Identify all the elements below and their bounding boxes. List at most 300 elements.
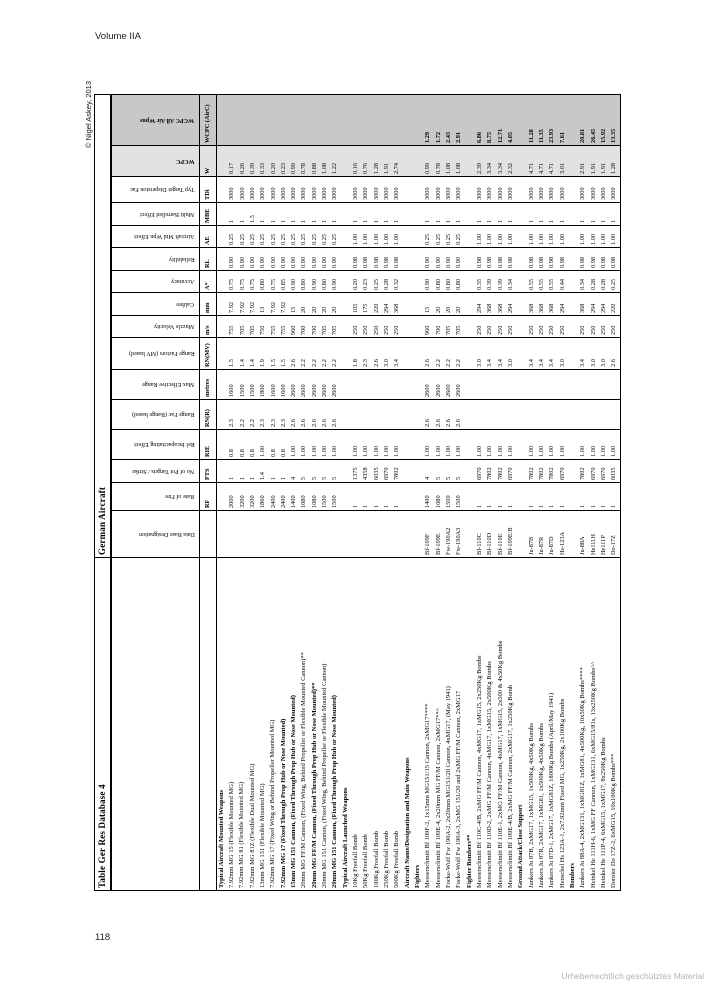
weapon-name-cell: Messerschmitt Bf 109E-4, 2x20mm MG FF/M Cannon, 2xMG17**^ bbox=[434, 558, 444, 891]
cell-rie: 1.00 bbox=[331, 430, 341, 460]
cell-ae: 1.00 bbox=[589, 226, 599, 248]
column-abbr-tdi: TDi bbox=[200, 177, 217, 203]
cell-acc: 0.80 bbox=[300, 271, 310, 293]
page-number: 118 bbox=[95, 932, 111, 943]
cell-dbd bbox=[403, 511, 413, 558]
cell-rie: 1.00 bbox=[393, 430, 403, 460]
cell-rl: 0.98 bbox=[486, 248, 496, 271]
cell-mm: 7.92 bbox=[269, 293, 279, 316]
cell-ms: 250 bbox=[372, 316, 382, 338]
cell-metres bbox=[382, 370, 392, 400]
weapon-name-cell: 100Kg Freefall Bomb bbox=[372, 558, 382, 891]
column-label-mbe bbox=[111, 203, 200, 226]
cell-acc bbox=[517, 271, 527, 293]
cell-rnr bbox=[517, 400, 527, 430]
cell-metres: 2600 bbox=[300, 370, 310, 400]
cell-rnmv: 3.0 bbox=[589, 338, 599, 370]
cell-ae bbox=[341, 226, 351, 248]
column-label-ae bbox=[111, 226, 200, 248]
cell-rie: 1.00 bbox=[372, 430, 382, 460]
cell-pts: 5 bbox=[434, 460, 444, 483]
cell-pts: 7802 bbox=[537, 460, 547, 483]
cell-mm bbox=[568, 293, 578, 316]
cell-rnmv bbox=[465, 338, 475, 370]
cell-acc: 0.44 bbox=[558, 271, 568, 293]
cell-ae bbox=[403, 226, 413, 248]
cell-rf: 1 bbox=[527, 483, 537, 511]
cell-ae: 1.00 bbox=[382, 226, 392, 248]
cell-ae: 1.00 bbox=[527, 226, 537, 248]
cell-dbd: Fw-190A2 bbox=[444, 511, 454, 558]
cell-wcpc_airc: 4.05 bbox=[506, 94, 516, 145]
table-row bbox=[372, 94, 382, 890]
cell-pts bbox=[341, 460, 351, 483]
cell-metres bbox=[537, 370, 547, 400]
cell-w: 0.88 bbox=[310, 146, 320, 177]
cell-rnmv: 3.4 bbox=[496, 338, 506, 370]
cell-ms: 250 bbox=[382, 316, 392, 338]
cell-ms: 250 bbox=[609, 316, 620, 338]
table-row bbox=[486, 94, 496, 890]
copyright-notice: © Nigel Askey, 2013 bbox=[84, 81, 93, 149]
cell-tdi: 3000 bbox=[331, 177, 341, 203]
column-abbr-w: W bbox=[200, 146, 217, 177]
column-abbr-pts: PTS bbox=[200, 460, 217, 483]
cell-w: 0.99 bbox=[289, 146, 299, 177]
cell-ae: 1.00 bbox=[351, 226, 361, 248]
cell-dbd: Bf-109E/B bbox=[506, 511, 516, 558]
cell-metres bbox=[351, 370, 361, 400]
cell-dbd bbox=[227, 511, 237, 558]
cell-tdi: 3000 bbox=[558, 177, 568, 203]
cell-rl bbox=[465, 248, 475, 271]
column-abbr-weapon bbox=[200, 558, 217, 891]
cell-mbe: 1 bbox=[455, 203, 465, 226]
cell-metres: 2600 bbox=[289, 370, 299, 400]
cell-dbd: Ju-87D bbox=[548, 511, 558, 558]
weapon-name-cell: 20mm MG 151 Cannon, (Fixed Through Prop Hub or Nose Mounted) bbox=[331, 558, 341, 891]
cell-rf: 1 bbox=[578, 483, 588, 511]
cell-rnmv: 3.0 bbox=[475, 338, 485, 370]
cell-tdi bbox=[217, 177, 228, 203]
cell-ae: 1.00 bbox=[506, 226, 516, 248]
cell-rnmv: 1.5 bbox=[227, 338, 237, 370]
cell-acc: 0.20 bbox=[351, 271, 361, 293]
cell-metres bbox=[413, 370, 423, 400]
cell-rf: 1 bbox=[558, 483, 568, 511]
cell-dbd bbox=[289, 511, 299, 558]
cell-rl: 0.90 bbox=[455, 248, 465, 271]
cell-wcpc_airc bbox=[320, 94, 330, 145]
table-row bbox=[279, 94, 289, 890]
cell-ae: 1.00 bbox=[578, 226, 588, 248]
cell-rnmv: 2.6 bbox=[609, 338, 620, 370]
cell-rnmv: 3.4 bbox=[578, 338, 588, 370]
cell-ae: 0.25 bbox=[227, 226, 237, 248]
cell-rf: 1 bbox=[475, 483, 485, 511]
cell-wcpc_airc: 2.43 bbox=[444, 94, 454, 145]
group-header-cell: Fighters bbox=[413, 558, 423, 891]
cell-rie: 1.00 bbox=[496, 430, 506, 460]
table-head bbox=[95, 94, 217, 890]
cell-tdi: 3000 bbox=[372, 177, 382, 203]
cell-tdi: 3000 bbox=[496, 177, 506, 203]
table-row bbox=[238, 94, 248, 890]
cell-metres bbox=[372, 370, 382, 400]
cell-rnr bbox=[465, 400, 475, 430]
cell-tdi: 3000 bbox=[227, 177, 237, 203]
column-label-text: Muzzle Velocity bbox=[154, 323, 195, 330]
cell-w: 2.39 bbox=[475, 146, 485, 177]
cell-rl: 0.98 bbox=[475, 248, 485, 271]
cell-rf: 1500 bbox=[455, 483, 465, 511]
table-row bbox=[310, 94, 320, 890]
cell-ae: 0.25 bbox=[279, 226, 289, 248]
cell-pts bbox=[517, 460, 527, 483]
cell-dbd bbox=[320, 511, 330, 558]
cell-wcpc_airc: 6.86 bbox=[475, 94, 485, 145]
group-header-cell: Typical Aircraft Mounted Weapons bbox=[217, 558, 228, 891]
column-abbr-mm: mm bbox=[200, 293, 217, 316]
cell-ae: 0.25 bbox=[310, 226, 320, 248]
cell-rnmv bbox=[413, 338, 423, 370]
weapon-name-cell: 20mm MG 151 Cannon, (Fixed Wing, Behind Propeller or Flexible Mounted Cannon) bbox=[320, 558, 330, 891]
cell-dbd bbox=[310, 511, 320, 558]
cell-mbe: 1 bbox=[393, 203, 403, 226]
column-label-text: Data Base Designation bbox=[138, 530, 195, 537]
column-label-dbd bbox=[111, 511, 200, 558]
cell-wcpc_airc: 1.29 bbox=[424, 94, 434, 145]
cell-wcpc_airc: 11.35 bbox=[537, 94, 547, 145]
cell-tdi: 3000 bbox=[351, 177, 361, 203]
cell-acc: 0.28 bbox=[599, 271, 609, 293]
cell-rnr bbox=[578, 400, 588, 430]
cell-mm: 368 bbox=[578, 293, 588, 316]
cell-ms: 960 bbox=[424, 316, 434, 338]
cell-ae: 0.25 bbox=[289, 226, 299, 248]
cell-w: 1.08 bbox=[455, 146, 465, 177]
cell-rf: 1080 bbox=[300, 483, 310, 511]
cell-pts: 4358 bbox=[362, 460, 372, 483]
cell-rie: 1.00 bbox=[548, 430, 558, 460]
cell-dbd bbox=[372, 511, 382, 558]
cell-w: 1.08 bbox=[320, 146, 330, 177]
column-label-text: Reliability bbox=[168, 255, 195, 262]
cell-rnr bbox=[341, 400, 351, 430]
cell-mbe: 1 bbox=[320, 203, 330, 226]
cell-pts: 6970 bbox=[599, 460, 609, 483]
cell-mbe: 1 bbox=[258, 203, 268, 226]
cell-acc: 0.39 bbox=[486, 271, 496, 293]
cell-acc: 0.35 bbox=[475, 271, 485, 293]
cell-w: 1.08 bbox=[444, 146, 454, 177]
cell-pts: 6970 bbox=[589, 460, 599, 483]
cell-pts: 7802 bbox=[486, 460, 496, 483]
cell-rnr: 2.6 bbox=[310, 400, 320, 430]
cell-rnmv: 2.2 bbox=[434, 338, 444, 370]
table-row bbox=[496, 94, 506, 890]
cell-ae bbox=[465, 226, 475, 248]
cell-ms bbox=[217, 316, 228, 338]
cell-rnmv: 2.6 bbox=[372, 338, 382, 370]
cell-rf: 1 bbox=[351, 483, 361, 511]
cell-rl: 0.98 bbox=[599, 248, 609, 271]
column-label-text: Accuracy bbox=[171, 278, 195, 285]
cell-rie: 1.00 bbox=[289, 430, 299, 460]
cell-w: 1.91 bbox=[589, 146, 599, 177]
cell-dbd bbox=[269, 511, 279, 558]
cell-ae: 0.25 bbox=[444, 226, 454, 248]
column-abbr-rie: RIE bbox=[200, 430, 217, 460]
cell-ae: 0.25 bbox=[248, 226, 258, 248]
cell-rie: 1.00 bbox=[434, 430, 444, 460]
cell-rf: 1 bbox=[393, 483, 403, 511]
cell-tdi: 3000 bbox=[444, 177, 454, 203]
cell-rl: 0.98 bbox=[589, 248, 599, 271]
cell-rnr bbox=[589, 400, 599, 430]
cell-tdi: 3000 bbox=[382, 177, 392, 203]
cell-wcpc_airc bbox=[403, 94, 413, 145]
cell-dbd: Ju-87R bbox=[537, 511, 547, 558]
cell-rl: 0.90 bbox=[248, 248, 258, 271]
cell-dbd bbox=[300, 511, 310, 558]
cell-acc: 0.85 bbox=[279, 271, 289, 293]
cell-pts: 4 bbox=[289, 460, 299, 483]
table-row bbox=[424, 94, 434, 890]
cell-rf: 1 bbox=[589, 483, 599, 511]
cell-mm: 368 bbox=[527, 293, 537, 316]
cell-dbd: Do-17Z bbox=[609, 511, 620, 558]
cell-rl: 0.98 bbox=[393, 248, 403, 271]
column-abbr-ae: AE bbox=[200, 226, 217, 248]
cell-dbd bbox=[382, 511, 392, 558]
cell-rl: 0.90 bbox=[269, 248, 279, 271]
cell-rf: 3200 bbox=[238, 483, 248, 511]
cell-metres bbox=[486, 370, 496, 400]
cell-rf: 1080 bbox=[434, 483, 444, 511]
cell-metres: 2600 bbox=[320, 370, 330, 400]
cell-ms: 250 bbox=[537, 316, 547, 338]
cell-pts: 5 bbox=[455, 460, 465, 483]
cell-rf: 1400 bbox=[424, 483, 434, 511]
cell-metres bbox=[548, 370, 558, 400]
cell-w: 0.78 bbox=[434, 146, 444, 177]
cell-dbd bbox=[331, 511, 341, 558]
cell-mm: 7.92 bbox=[279, 293, 289, 316]
cell-wcpc_airc bbox=[372, 94, 382, 145]
cell-rf bbox=[465, 483, 475, 511]
cell-pts: 1375 bbox=[351, 460, 361, 483]
cell-wcpc_airc bbox=[413, 94, 423, 145]
table-row bbox=[578, 94, 588, 890]
cell-rnmv: 2.2 bbox=[331, 338, 341, 370]
cell-metres: 2600 bbox=[444, 370, 454, 400]
cell-mbe: 1 bbox=[424, 203, 434, 226]
cell-pts: 6035 bbox=[372, 460, 382, 483]
cell-pts bbox=[413, 460, 423, 483]
group-header-row bbox=[341, 94, 351, 890]
cell-pts bbox=[403, 460, 413, 483]
weapon-name-cell: Messerschmitt Bf 109F-2, 1x15mm MG151/15 Cannon, 2xMG17**** bbox=[424, 558, 434, 891]
cell-w: 3.34 bbox=[486, 146, 496, 177]
cell-mbe: 1 bbox=[548, 203, 558, 226]
cell-rie bbox=[217, 430, 228, 460]
cell-rl: 0.90 bbox=[227, 248, 237, 271]
cell-acc: 0.23 bbox=[362, 271, 372, 293]
cell-dbd: Ju-87B bbox=[527, 511, 537, 558]
cell-rl: 0.90 bbox=[258, 248, 268, 271]
column-label-text: Rate of Fire bbox=[165, 493, 195, 500]
cell-pts: 1 bbox=[238, 460, 248, 483]
cell-ms bbox=[568, 316, 578, 338]
cell-pts: 7802 bbox=[527, 460, 537, 483]
cell-rnr bbox=[599, 400, 609, 430]
cell-ms bbox=[465, 316, 475, 338]
cell-ms: 960 bbox=[289, 316, 299, 338]
cell-rnr bbox=[496, 400, 506, 430]
cell-mm: 20 bbox=[310, 293, 320, 316]
cell-mm: 294 bbox=[475, 293, 485, 316]
cell-rnmv: 2.6 bbox=[424, 338, 434, 370]
cell-rl: 0.98 bbox=[372, 248, 382, 271]
cell-acc: 0.34 bbox=[578, 271, 588, 293]
cell-mbe: 1.5 bbox=[248, 203, 258, 226]
group-header-row bbox=[403, 94, 413, 890]
cell-rnmv: 1.5 bbox=[279, 338, 289, 370]
cell-rnmv: 2.2 bbox=[300, 338, 310, 370]
cell-wcpc_airc bbox=[341, 94, 351, 145]
cell-dbd: He111H bbox=[589, 511, 599, 558]
weapon-name-cell: 250Kg Freefall Bomb bbox=[382, 558, 392, 891]
cell-w: 2.91 bbox=[578, 146, 588, 177]
cell-rf: 1500 bbox=[320, 483, 330, 511]
cell-mm: 294 bbox=[558, 293, 568, 316]
cell-ae: 1.00 bbox=[393, 226, 403, 248]
cell-dbd: Bf-110E bbox=[496, 511, 506, 558]
cell-mbe: 1 bbox=[227, 203, 237, 226]
group-header-cell: Bombers bbox=[568, 558, 578, 891]
cell-rnmv: 2.6 bbox=[289, 338, 299, 370]
cell-rnr: 2.6 bbox=[320, 400, 330, 430]
cell-metres: 1800 bbox=[258, 370, 268, 400]
column-abbr-rnr: RN(R) bbox=[200, 400, 217, 430]
cell-rnmv bbox=[568, 338, 578, 370]
cell-rie bbox=[413, 430, 423, 460]
cell-acc: 0.25 bbox=[372, 271, 382, 293]
cell-ae: 0.25 bbox=[331, 226, 341, 248]
cell-acc: 0.75 bbox=[269, 271, 279, 293]
weapon-name-cell: 20mm MG FF/M Cannon, (Fixed Through Prop Hub or Nose Mounted)** bbox=[310, 558, 320, 891]
cell-mm: 105 bbox=[351, 293, 361, 316]
cell-ms: 755 bbox=[279, 316, 289, 338]
cell-ms: 700 bbox=[300, 316, 310, 338]
cell-metres bbox=[393, 370, 403, 400]
table-row bbox=[227, 94, 237, 890]
cell-rf: 1500 bbox=[331, 483, 341, 511]
cell-rf: 1 bbox=[362, 483, 372, 511]
cell-acc bbox=[403, 271, 413, 293]
cell-rnr: 2.6 bbox=[455, 400, 465, 430]
cell-mbe: 1 bbox=[310, 203, 320, 226]
cell-rnr bbox=[537, 400, 547, 430]
cell-mm: 294 bbox=[506, 293, 516, 316]
cell-mbe: 1 bbox=[269, 203, 279, 226]
cell-ae: 0.25 bbox=[320, 226, 330, 248]
cell-ms: 250 bbox=[558, 316, 568, 338]
cell-rf: 2400 bbox=[279, 483, 289, 511]
weapon-name-cell: 500Kg Freefall Bomb bbox=[393, 558, 403, 891]
cell-pts: 7802 bbox=[393, 460, 403, 483]
cell-rnmv: 2.2 bbox=[444, 338, 454, 370]
cell-wcpc_airc: 1.72 bbox=[434, 94, 444, 145]
cell-rl: 0.90 bbox=[289, 248, 299, 271]
cell-ms: 750 bbox=[258, 316, 268, 338]
cell-mm bbox=[403, 293, 413, 316]
cell-metres: 1500 bbox=[238, 370, 248, 400]
cell-dbd: Fw-190A3 bbox=[455, 511, 465, 558]
cell-w: 1.28 bbox=[609, 146, 620, 177]
cell-acc: 0.80 bbox=[320, 271, 330, 293]
weapon-name-cell: Focke-Wulf Fw 190A-3, 2xMG 151/20 and 2xMG FF/M Cannon, 2xMG17 bbox=[455, 558, 465, 891]
cell-rnmv: 3.4 bbox=[548, 338, 558, 370]
cell-tdi: 3000 bbox=[455, 177, 465, 203]
cell-ae: 0.25 bbox=[258, 226, 268, 248]
cell-dbd bbox=[217, 511, 228, 558]
cell-metres: 2600 bbox=[455, 370, 465, 400]
cell-ms bbox=[341, 316, 351, 338]
cell-w bbox=[517, 146, 527, 177]
table-row bbox=[527, 94, 537, 890]
cell-rf: 1 bbox=[548, 483, 558, 511]
cell-mm: 20 bbox=[300, 293, 310, 316]
cell-rnmv bbox=[403, 338, 413, 370]
cell-ms: 250 bbox=[486, 316, 496, 338]
cell-mm: 7.92 bbox=[248, 293, 258, 316]
cell-tdi: 3000 bbox=[289, 177, 299, 203]
cell-rie: 1.00 bbox=[258, 430, 268, 460]
cell-mbe: 1 bbox=[475, 203, 485, 226]
cell-acc: 0.39 bbox=[496, 271, 506, 293]
cell-mbe: 1 bbox=[506, 203, 516, 226]
weapon-name-cell: 10Kg Freefall Bomb bbox=[351, 558, 361, 891]
table-subtitle: German Aircraft bbox=[95, 94, 112, 557]
weapon-name-cell: Messerschmitt Bf 110D-2, 2xMG FF/M Cannon, 4xMG17, 1xMG15, 2x500Kg Bombs bbox=[486, 558, 496, 891]
cell-w bbox=[465, 146, 475, 177]
table-row bbox=[444, 94, 454, 890]
cell-rie: 1.00 bbox=[558, 430, 568, 460]
cell-ae: 0.25 bbox=[455, 226, 465, 248]
rotated-table-container bbox=[84, 81, 621, 891]
cell-mbe bbox=[568, 203, 578, 226]
cell-acc: 0.55 bbox=[548, 271, 558, 293]
cell-rl: 0.98 bbox=[527, 248, 537, 271]
weapon-name-cell: 7.92mm MG 15 (Flexible Mounted MG) bbox=[227, 558, 237, 891]
table-row bbox=[537, 94, 547, 890]
cell-ae: 1.00 bbox=[537, 226, 547, 248]
cell-rnmv: 3.4 bbox=[527, 338, 537, 370]
cell-pts: 7802 bbox=[496, 460, 506, 483]
cell-ae: 0.25 bbox=[269, 226, 279, 248]
cell-pts: 5 bbox=[331, 460, 341, 483]
cell-metres bbox=[506, 370, 516, 400]
cell-ae: 0.25 bbox=[238, 226, 248, 248]
cell-metres: 2600 bbox=[331, 370, 341, 400]
cell-metres bbox=[217, 370, 228, 400]
cell-rf bbox=[403, 483, 413, 511]
cell-w: 3.34 bbox=[496, 146, 506, 177]
cell-rf: 1500 bbox=[444, 483, 454, 511]
cell-rie: 0.8 bbox=[238, 430, 248, 460]
